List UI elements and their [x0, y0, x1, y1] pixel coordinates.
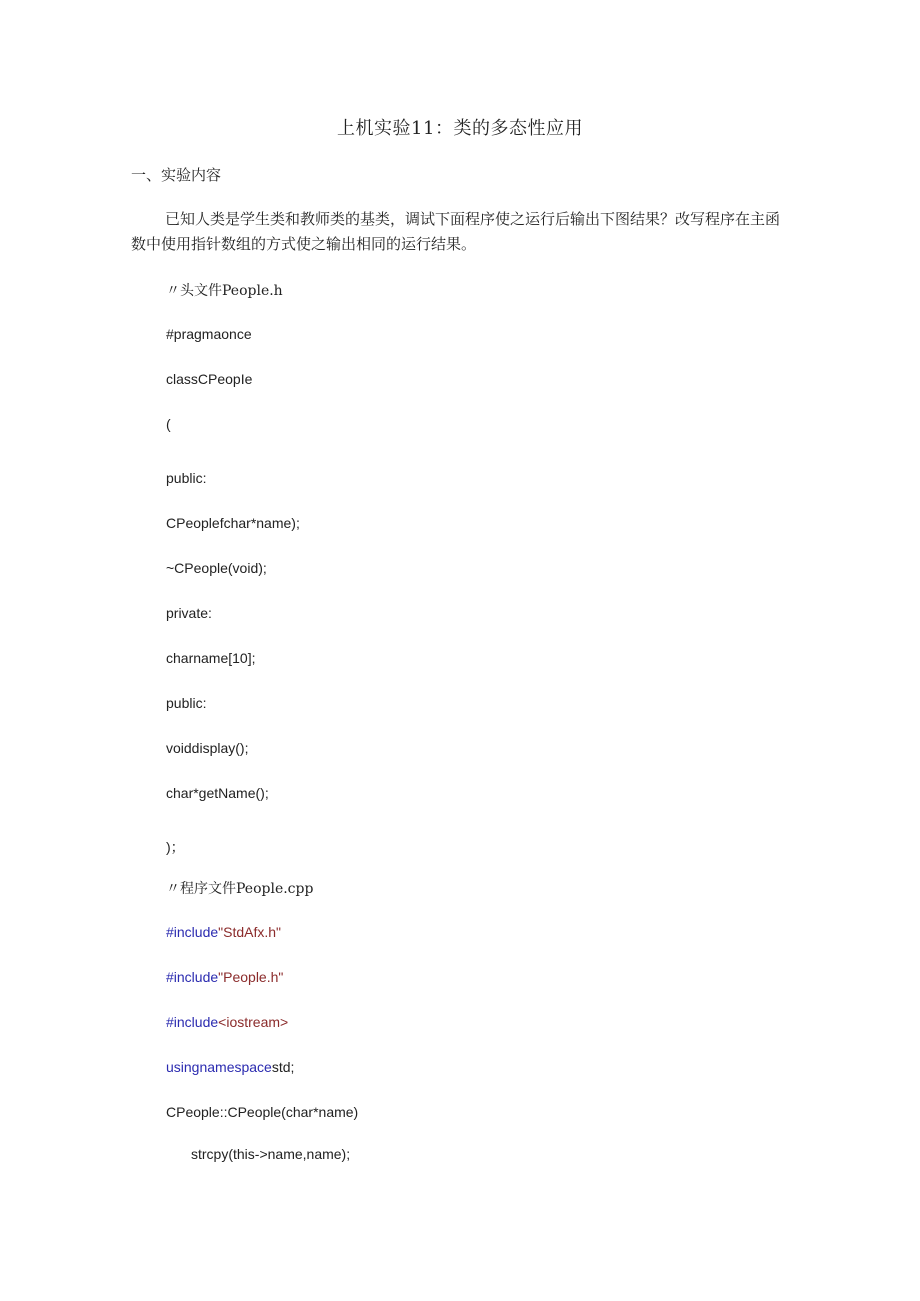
include-target: "People.h" — [218, 969, 284, 985]
code-line-private: private: — [166, 605, 212, 621]
code-comment-cpp: 〃程序文件People.cpp — [166, 881, 314, 897]
code-line-include — [166, 1014, 288, 1030]
code-line-pragma: #pragmaonce — [166, 326, 252, 342]
code-line-open-brace: ( — [166, 416, 171, 432]
intro-text: 已知人类是学生类和教师类的基类，调试下面程序使之运行后输出下图结果？改写程序在主函数中使用指针数组的方式使之输出相同的运行结果。 — [131, 210, 781, 253]
code-line-public: public: — [166, 470, 207, 486]
code-line-ctor-decl: CPeoplefchar*name); — [166, 515, 300, 531]
include-keyword: #include — [166, 1014, 219, 1030]
include-target: <iostream> — [218, 1014, 289, 1030]
using-keyword: usingnamespace — [166, 1059, 272, 1075]
section-heading: 一、实验内容 — [131, 166, 222, 184]
code-line-strcpy: strcpy(this->name,name); — [191, 1146, 351, 1162]
code-line-public: public: — [166, 695, 207, 711]
intro-paragraph — [131, 207, 781, 257]
include-keyword: #include — [166, 969, 219, 985]
code-line-include — [166, 969, 283, 985]
code-line-ctor-def: CPeople::CPeople(char*name) — [166, 1104, 359, 1120]
include-target: "StdAfx.h" — [218, 924, 282, 940]
code-line-getname: char*getName(); — [166, 785, 269, 801]
code-line-charname: charname[10]; — [166, 650, 256, 666]
using-namespace: std; — [271, 1059, 295, 1075]
code-line-using — [166, 1059, 294, 1075]
code-line-include — [166, 924, 281, 940]
code-line-class: classCPeopIe — [166, 371, 253, 387]
code-line-close-brace: )； — [166, 839, 185, 855]
code-line-dtor-decl: ~CPeople(void); — [166, 560, 267, 576]
code-comment-header: 〃头文件People.h — [166, 283, 283, 299]
include-keyword: #include — [166, 924, 219, 940]
page-title: 上机实验11：类的多态性应用 — [337, 118, 583, 139]
code-line-display: voiddisplay(); — [166, 740, 249, 756]
